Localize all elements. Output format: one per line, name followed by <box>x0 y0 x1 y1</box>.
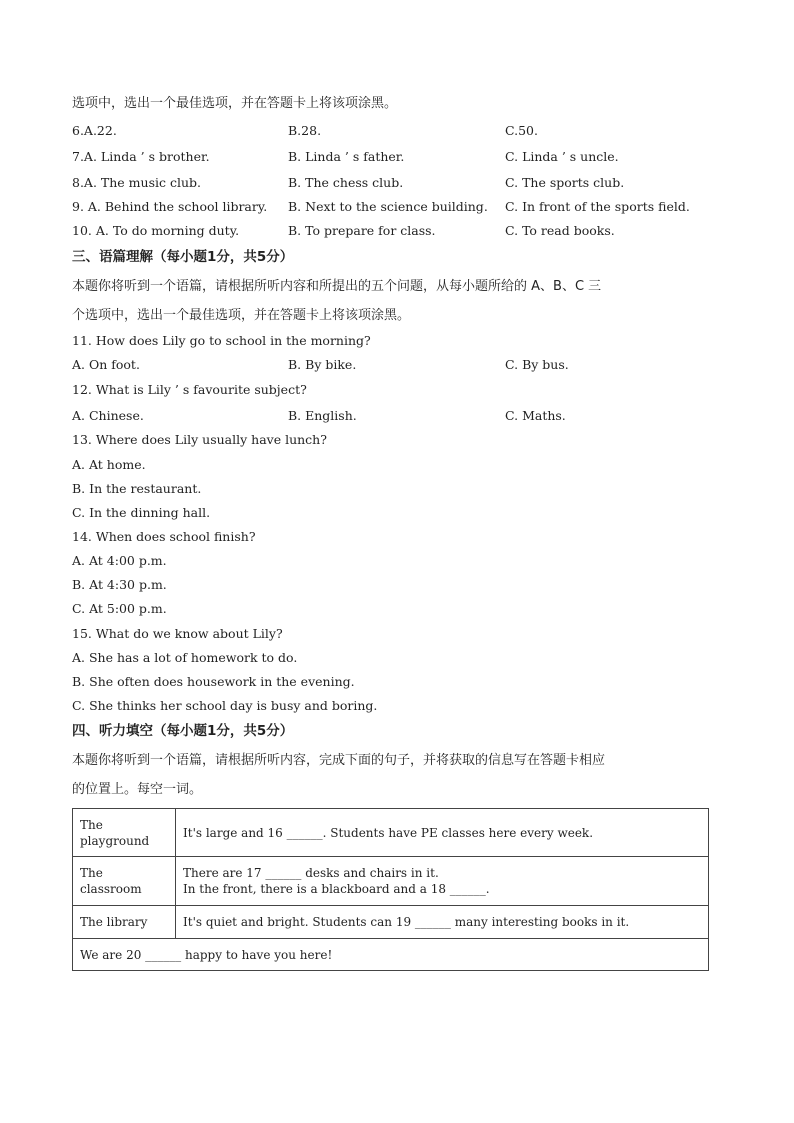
q8-option-c: C. The sports club. <box>505 175 625 190</box>
q13-option-a: A. At home. <box>72 457 146 472</box>
q8-option-a: 8.A. The music club. <box>72 175 201 190</box>
q15-stem: 15. What do we know about Lily? <box>72 626 283 641</box>
row-label-line: The <box>80 817 103 832</box>
q14-option-b: B. At 4:30 p.m. <box>72 577 167 592</box>
q12-stem: 12. What is Lily ’ s favourite subject? <box>72 382 307 397</box>
q11-stem: 11. How does Lily go to school in the morning? <box>72 333 371 348</box>
q7-option-a: 7.A. Linda ’ s brother. <box>72 149 210 164</box>
q11-option-a: A. On foot. <box>72 357 140 372</box>
fill-in-table <box>72 808 709 971</box>
table-row <box>73 939 709 971</box>
table-row <box>73 809 709 857</box>
row-label-line: playground <box>80 833 150 848</box>
q14-option-a: A. At 4:00 p.m. <box>72 553 167 568</box>
q12-option-b: B. English. <box>288 408 357 423</box>
table-row <box>73 857 709 906</box>
row-text-playground: It's large and 16 ______. Students have PE classes here every week. <box>176 809 709 857</box>
q6-option-a: 6.A.22. <box>72 123 117 138</box>
q13-stem: 13. Where does Lily usually have lunch? <box>72 432 327 447</box>
q15-option-a: A. She has a lot of homework to do. <box>72 650 298 665</box>
q7-option-c: C. Linda ’ s uncle. <box>505 149 619 164</box>
row-text-closing: We are 20 ______ happy to have you here! <box>73 939 709 971</box>
q13-option-c: C. In the dinning hall. <box>72 505 211 520</box>
q7-option-b: B. Linda ’ s father. <box>288 149 405 164</box>
q11-option-b: B. By bike. <box>288 357 357 372</box>
row-label-library: The library <box>73 906 176 939</box>
q14-option-c: C. At 5:00 p.m. <box>72 601 167 616</box>
q12-option-c: C. Maths. <box>505 408 566 423</box>
section3-instruction-line1: 本题你将听到一个语篇，请根据所听内容和所提出的五个问题，从每小题所给的 A、B、C 三 <box>72 279 602 294</box>
q12-option-a: A. Chinese. <box>72 408 144 423</box>
section4-instruction-line1: 本题你将听到一个语篇，请根据所听内容，完成下面的句子，并将获取的信息写在答题卡相应 <box>72 753 606 768</box>
row-text-line: There are 17 ______ desks and chairs in it. <box>183 866 439 880</box>
row-label-classroom: The classroom <box>73 857 176 906</box>
table-row <box>73 906 709 939</box>
q15-option-b: B. She often does housework in the evening. <box>72 674 355 689</box>
section4-instruction-line2: 的位置上。每空一词。 <box>72 782 203 797</box>
q8-option-b: B. The chess club. <box>288 175 404 190</box>
q6-option-b: B.28. <box>288 123 322 138</box>
q10-option-a: 10. A. To do morning duty. <box>72 223 240 238</box>
q9-option-a: 9. A. Behind the school library. <box>72 199 268 214</box>
section4-heading: 四、听力填空（每小题1分，共5分） <box>72 723 294 739</box>
section3-instruction-line2: 个选项中，选出一个最佳选项，并在答题卡上将该项涂黑。 <box>72 308 411 323</box>
q10-option-b: B. To prepare for class. <box>288 223 436 238</box>
q10-option-c: C. To read books. <box>505 223 615 238</box>
q13-option-b: B. In the restaurant. <box>72 481 202 496</box>
q11-option-c: C. By bus. <box>505 357 569 372</box>
row-text-line: In the front, there is a blackboard and a 18 ______. <box>183 882 490 896</box>
q9-option-c: C. In front of the sports field. <box>505 199 690 214</box>
row-text-classroom <box>176 857 709 906</box>
row-text-library: It's quiet and bright. Students can 19 ______ many interesting books in it. <box>176 906 709 939</box>
q15-option-c: C. She thinks her school day is busy and boring. <box>72 698 378 713</box>
q14-stem: 14. When does school finish? <box>72 529 256 544</box>
q9-option-b: B. Next to the science building. <box>288 199 488 214</box>
row-label-playground <box>73 809 176 857</box>
section3-heading: 三、语篇理解（每小题1分，共5分） <box>72 249 294 265</box>
section2-instruction-tail: 选项中，选出一个最佳选项，并在答题卡上将该项涂黑。 <box>72 96 398 111</box>
q6-option-c: C.50. <box>505 123 538 138</box>
